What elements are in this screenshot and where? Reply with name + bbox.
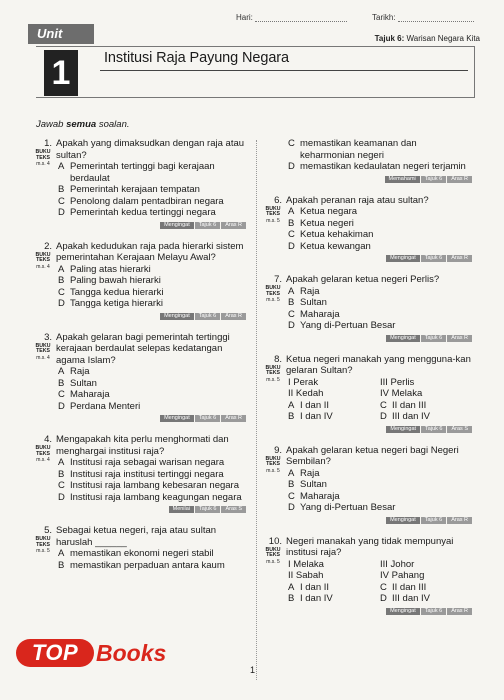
question-number: 5. [44, 525, 52, 536]
tag-badge: Mengingat [160, 415, 194, 422]
question-number: 4. [44, 434, 52, 445]
textbook-page-ref: m.s. 4 [36, 263, 50, 270]
statement-item: I Melaka [288, 558, 324, 570]
option-letter: D [288, 161, 295, 172]
tag-badge: Mengingat [386, 426, 420, 433]
buku-line2: TEKS [36, 450, 50, 457]
answer-option[interactable] [264, 297, 472, 309]
tag-badge: Tajuk 6 [421, 335, 446, 342]
option-letter: B [288, 411, 295, 422]
option-text: Sultan [300, 479, 327, 490]
question-tags [264, 255, 472, 262]
question-tags [264, 426, 472, 433]
buku-line1: BUKU [35, 445, 51, 451]
option-text: Ketua kehakiman [300, 229, 374, 240]
option-text: Ketua negeri [300, 217, 354, 229]
answer-option[interactable] [264, 161, 472, 173]
question-tags [264, 517, 472, 524]
tag-badge: Tajuk 6 [421, 176, 446, 183]
option-letter: A [58, 548, 65, 559]
question-tags [34, 506, 246, 513]
option-letter: A [288, 206, 295, 217]
option-letter: B [58, 377, 65, 389]
answer-option[interactable] [380, 400, 472, 412]
question [34, 434, 246, 513]
question [264, 274, 472, 342]
option-text: memastikan ekonomi negeri stabil [70, 548, 214, 559]
option-letter: C [380, 581, 387, 593]
buku-line2: TEKS [36, 257, 50, 264]
buku-line2: TEKS [36, 348, 50, 355]
question-number: 2. [44, 240, 52, 252]
tag-badge: Aras R [447, 176, 472, 183]
answer-option[interactable] [34, 287, 246, 299]
unit-tab: Unit [28, 24, 94, 44]
tag-badge: Tajuk 6 [195, 222, 220, 229]
question [264, 445, 472, 524]
option-text: Paling atas hierarki [70, 263, 151, 275]
question-number: 10. [268, 535, 282, 547]
answer-option[interactable] [264, 218, 472, 230]
tarikh-blank [398, 21, 474, 22]
buku-line1: BUKU [35, 536, 51, 542]
hari-field [236, 13, 347, 22]
option-text: Tangga ketiga hierarki [70, 298, 163, 309]
option-text: Paling bawah hierarki [70, 275, 161, 286]
question-number: 1. [44, 138, 52, 149]
hari-label: Hari: [236, 13, 253, 22]
unit-title: Institusi Raja Payung Negara [104, 50, 289, 66]
buku-teks-badge [34, 344, 52, 362]
textbook-page-ref: m.s. 4 [36, 161, 50, 168]
buku-line1: BUKU [35, 342, 51, 349]
tag-badge: Aras R [221, 222, 246, 229]
buku-teks-badge [264, 548, 282, 566]
option-text: I dan IV [300, 411, 333, 422]
question-number: 3. [44, 331, 52, 343]
answer-option[interactable] [34, 378, 246, 390]
tag-badge: Aras R [447, 608, 472, 615]
answer-option[interactable] [34, 492, 246, 504]
answer-option[interactable] [380, 593, 472, 605]
column-divider [256, 140, 257, 680]
buku-line1: BUKU [265, 455, 281, 462]
answer-option[interactable] [34, 275, 246, 287]
tarikh-label: Tarikh: [372, 13, 396, 22]
question [34, 525, 246, 571]
tag-badge: Menilai [169, 506, 194, 513]
hari-blank [255, 21, 347, 22]
unit-number: 1 [44, 50, 78, 96]
logo-top: TOP [16, 639, 94, 667]
textbook-page-ref: m.s. 5 [266, 217, 280, 224]
question-text: Apakah kedudukan raja pada hierarki sistem pemerintahan Kerajaan Melayu Awal? [56, 240, 244, 263]
question-text: Negeri manakah yang tidak mempunyai institusi raja? [286, 535, 454, 558]
option-text: Pemerintah kedua tertinggi negara [70, 207, 216, 218]
statement-item: II Kedah [288, 388, 324, 399]
question [34, 332, 246, 423]
option-text: Pemerintah kerajaan tempatan [70, 184, 200, 195]
option-letter: B [58, 184, 65, 195]
answer-option[interactable] [264, 491, 472, 503]
buku-line1: BUKU [265, 205, 281, 212]
option-letter: B [58, 468, 65, 480]
option-letter: A [58, 263, 65, 275]
answer-option[interactable] [34, 548, 246, 560]
answer-option[interactable] [34, 196, 246, 208]
tag-badge: Tajuk 6 [421, 255, 446, 262]
tag-badge: Tajuk 6 [421, 517, 446, 524]
page-number: 1 [250, 665, 256, 675]
buku-line2: TEKS [36, 154, 50, 161]
question [264, 354, 472, 433]
textbook-page-ref: m.s. 5 [266, 467, 280, 474]
option-text: Sultan [300, 297, 327, 308]
textbook-page-ref: m.s. 4 [36, 457, 50, 464]
question-text: Apakah peranan raja atau sultan? [286, 194, 429, 206]
answer-options [264, 400, 472, 423]
question [264, 195, 472, 263]
option-text: Perdana Menteri [70, 400, 141, 412]
option-text: memastikan perpaduan antara kaum [70, 559, 225, 571]
answer-option[interactable] [288, 411, 380, 423]
answer-option[interactable] [264, 309, 472, 321]
tag-badge: Mengingat [386, 255, 420, 262]
buku-line1: BUKU [265, 546, 281, 553]
option-text: Maharaja [300, 490, 340, 502]
buku-line1: BUKU [35, 251, 51, 258]
answer-option[interactable] [264, 206, 472, 218]
tag-badge: Tajuk 6 [195, 415, 220, 422]
statement-list [264, 559, 472, 582]
question-stem [34, 332, 246, 367]
tag-badge: Aras R [221, 313, 246, 320]
option-text: Pemerintah tertinggi bagi kerajaan berdaulat [70, 161, 215, 184]
question-text: Apakah gelaran ketua negeri Perlis? [286, 274, 440, 285]
question-number: 7. [274, 274, 282, 285]
tag-badge: Tajuk 6 [195, 506, 220, 513]
option-letter: C [288, 490, 295, 502]
answer-option[interactable] [34, 389, 246, 401]
tag-badge: Aras S [447, 426, 472, 433]
question-tags [264, 335, 472, 342]
statement-item: II Sabah [288, 570, 324, 581]
option-letter: A [288, 581, 295, 593]
question-stem [34, 138, 246, 168]
option-letter: D [58, 298, 65, 309]
option-text: III dan IV [392, 593, 431, 604]
answer-option[interactable] [380, 411, 472, 423]
question-text: Apakah yang dimaksudkan dengan raja atau sultan? [56, 138, 245, 161]
question-tags [34, 415, 246, 422]
option-letter: B [288, 297, 295, 308]
tag-badge: Aras R [447, 255, 472, 262]
option-text: I dan II [300, 399, 330, 411]
option-text: Ketua kewangan [300, 240, 371, 252]
statement-item: IV Pahang [380, 570, 425, 581]
option-text: II dan III [392, 399, 427, 411]
buku-line2: TEKS [266, 370, 280, 377]
answer-option[interactable] [264, 468, 472, 480]
option-text: Maharaja [300, 308, 340, 320]
option-letter: A [288, 285, 295, 297]
question-text: Mengapakah kita perlu menghormati dan menghargai institusi raja? [56, 434, 229, 457]
tag-badge: Mengingat [160, 222, 194, 229]
option-text: Institusi raja sebagai warisan negara [70, 457, 225, 468]
answer-option[interactable] [264, 320, 472, 332]
option-text: I dan II [300, 581, 330, 593]
statement-item: I Perak [288, 376, 319, 388]
buku-line2: TEKS [36, 541, 50, 548]
statement-item: IV Melaka [380, 388, 423, 399]
question-text: Ketua negeri manakah yang mengguna-kan gelaran Sultan? [286, 353, 471, 376]
statement-item: III Perlis [380, 376, 415, 388]
option-letter: D [58, 491, 65, 503]
option-letter: A [288, 467, 295, 479]
option-text: Tangga kedua hierarki [70, 286, 164, 298]
answer-option[interactable] [34, 366, 246, 378]
buku-line1: BUKU [35, 149, 51, 155]
textbook-page-ref: m.s. 5 [266, 376, 280, 383]
option-letter: C [288, 229, 295, 240]
buku-line2: TEKS [266, 461, 280, 468]
question-number: 6. [274, 194, 282, 206]
question [264, 536, 472, 615]
tarikh-field [372, 13, 474, 22]
textbook-page-ref: m.s. 5 [266, 558, 280, 565]
option-letter: B [288, 593, 295, 604]
answer-option[interactable] [34, 161, 246, 184]
option-text: Ketua negara [300, 206, 358, 217]
option-letter: C [58, 195, 65, 207]
tag-badge: Aras S [221, 506, 246, 513]
option-letter: D [288, 502, 295, 513]
left-column [34, 138, 246, 583]
tajuk-label [375, 34, 480, 43]
question [34, 241, 246, 320]
option-letter: B [58, 559, 65, 571]
question-tags [34, 313, 246, 320]
textbook-page-ref: m.s. 5 [36, 548, 50, 555]
option-text: Maharaja [70, 389, 110, 400]
option-letter: D [380, 411, 387, 422]
textbook-page-ref: m.s. 4 [36, 354, 50, 361]
tag-badge: Aras R [447, 517, 472, 524]
option-text: Raja [300, 467, 320, 479]
question-text: Apakah gelaran ketua negeri bagi Negeri Sembilan? [286, 444, 459, 467]
option-letter: B [288, 217, 295, 229]
option-text: Yang di-Pertuan Besar [300, 502, 396, 513]
option-text: Institusi raja lambang kebesaran negara [70, 480, 239, 491]
answer-option[interactable] [34, 184, 246, 196]
tajuk-prefix: Tajuk 6: [374, 34, 405, 43]
tag-badge: Aras R [447, 335, 472, 342]
answer-option[interactable] [34, 480, 246, 492]
answer-option[interactable] [264, 286, 472, 298]
option-letter: D [288, 320, 295, 331]
topbooks-logo [12, 631, 188, 669]
answer-option[interactable] [264, 229, 472, 241]
option-letter: D [58, 207, 65, 218]
answer-option[interactable] [288, 400, 380, 412]
option-letter: C [288, 308, 295, 320]
answer-options [264, 582, 472, 605]
answer-option[interactable] [264, 241, 472, 253]
instruction [36, 119, 130, 130]
option-text: II dan III [392, 581, 427, 593]
question-tags [264, 608, 472, 615]
option-letter: C [58, 389, 65, 400]
tag-badge: Tajuk 6 [421, 426, 446, 433]
option-letter: D [380, 593, 387, 604]
textbook-page-ref: m.s. 5 [266, 297, 280, 304]
option-text: memastikan kedaulatan negeri terjamin [300, 161, 466, 172]
option-letter: C [58, 480, 65, 491]
answer-option[interactable] [34, 298, 246, 310]
question-tags [264, 176, 472, 183]
question [264, 138, 472, 183]
option-text: memastikan keamanan dan keharmonian negeri [300, 138, 417, 161]
tag-badge: Memahami [385, 176, 420, 183]
option-letter: C [380, 399, 387, 411]
title-rule [100, 70, 468, 71]
answer-option[interactable] [288, 593, 380, 605]
answer-option[interactable] [264, 479, 472, 491]
tag-badge: Tajuk 6 [195, 313, 220, 320]
option-letter: B [288, 479, 295, 490]
option-letter: A [58, 366, 65, 377]
answer-option[interactable] [34, 560, 246, 572]
tag-badge: Mengingat [386, 335, 420, 342]
buku-line2: TEKS [266, 211, 280, 218]
instruction-bold: semua [66, 119, 97, 130]
question-text: Sebagai ketua negeri, raja atau sultan haruslah ______ [56, 525, 217, 548]
buku-teks-badge [264, 366, 282, 384]
answer-option[interactable] [34, 401, 246, 413]
option-text: Penolong dalam pentadbiran negara [70, 195, 224, 207]
tag-badge: Mengingat [160, 313, 194, 320]
tag-badge: Aras R [221, 415, 246, 422]
answer-option[interactable] [264, 502, 472, 514]
question-text: Apakah gelaran bagi pemerintah tertinggi kerajaan berdaulat selepas kedatangan agama Islam? [56, 331, 230, 366]
option-letter: A [58, 457, 65, 468]
instruction-suffix: soalan. [98, 119, 130, 130]
option-text: Sultan [70, 377, 97, 389]
statement-list [264, 377, 472, 400]
option-text: III dan IV [392, 411, 431, 422]
option-text: Raja [70, 366, 90, 377]
buku-line2: TEKS [266, 290, 280, 297]
option-letter: C [288, 138, 295, 149]
buku-line2: TEKS [266, 552, 280, 559]
option-letter: B [58, 275, 65, 286]
option-letter: D [288, 240, 295, 252]
answer-option[interactable] [380, 582, 472, 594]
tajuk-text: Warisan Negara Kita [406, 34, 480, 43]
right-column [264, 138, 472, 627]
question-number: 9. [274, 444, 282, 456]
logo-books: Books [96, 640, 167, 666]
question [34, 138, 246, 229]
statement-item: III Johor [380, 558, 415, 570]
question-number: 8. [274, 353, 282, 365]
option-letter: C [58, 286, 65, 298]
answer-option[interactable] [288, 582, 380, 594]
buku-line1: BUKU [265, 285, 281, 291]
answer-option[interactable] [34, 264, 246, 276]
option-text: Yang di-Pertuan Besar [300, 320, 396, 331]
option-letter: D [58, 400, 65, 412]
option-text: I dan IV [300, 593, 333, 604]
option-text: Raja [300, 285, 320, 297]
instruction-prefix: Jawab [36, 119, 64, 130]
option-text: Institusi raja institusi tertinggi negara [70, 468, 224, 480]
answer-option[interactable] [264, 138, 472, 161]
tag-badge: Tajuk 6 [421, 608, 446, 615]
answer-option[interactable] [34, 457, 246, 469]
question-tags [34, 222, 246, 229]
answer-option[interactable] [34, 207, 246, 219]
option-letter: A [58, 161, 65, 172]
answer-option[interactable] [34, 469, 246, 481]
buku-line1: BUKU [265, 364, 281, 371]
option-text: Institusi raja lambang keagungan negara [70, 491, 242, 503]
tag-badge: Mengingat [386, 517, 420, 524]
tag-badge: Mengingat [386, 608, 420, 615]
option-letter: A [288, 399, 295, 411]
